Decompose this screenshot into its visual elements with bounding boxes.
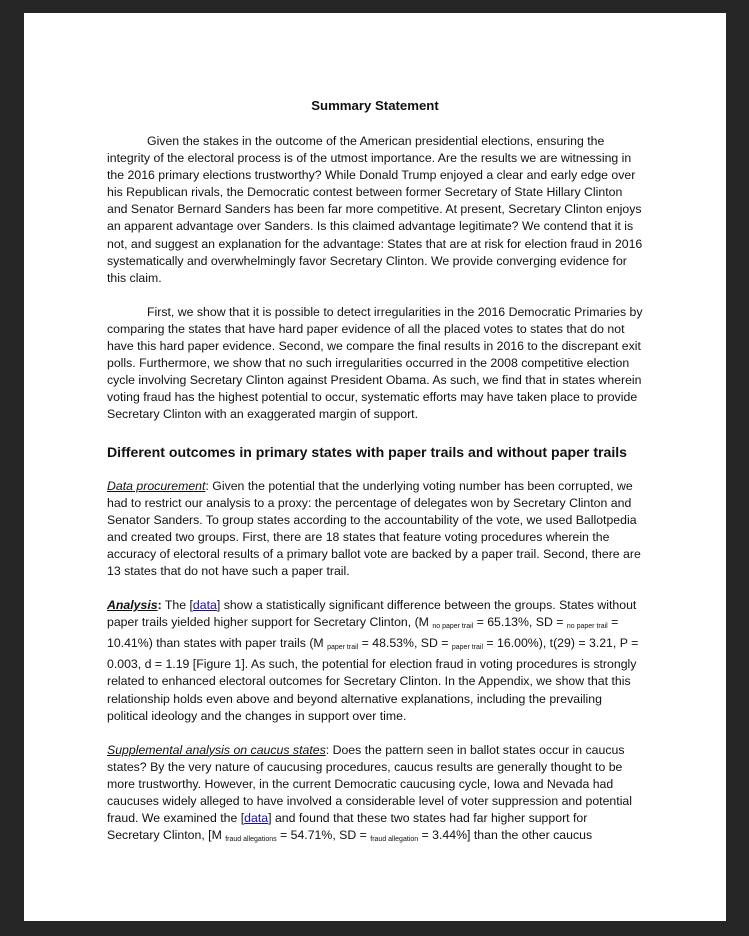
subscript: no paper trail <box>432 623 474 631</box>
document-page <box>24 13 726 921</box>
analysis-colon: : <box>157 598 162 613</box>
analysis-paragraph <box>107 597 643 725</box>
analysis-text: The [ <box>161 598 193 613</box>
intro-paragraph-1: Given the stakes in the outcome of the American presidential elections, ensuring the integrity of the electoral process is of the utmost importance. Are the results we are witnessing in the 2016 primary elections trustworthy? While Donald Trump enjoyed a clear and early edge over his Republican rivals, the Democratic contest between former Secretary of State Hillary Clinton and Senator Bernard Sanders has been far more competitive. At present, Secretary Clinton enjoys an apparent advantage over Sanders. Is this claimed advantage legitimate? We contend that it is not, and suggest an explanation for the advantage: States that are at risk for election fraud in 2016 systematically and overwhelmingly favor Secretary Clinton. We provide converging evidence for this claim. <box>107 134 643 285</box>
subscript: fraud allegations <box>225 836 277 844</box>
subscript: no paper trail <box>566 623 608 631</box>
analysis-text: = 65.13%, SD = <box>473 615 567 630</box>
caucus-colon: : <box>325 742 330 757</box>
caucus-data-link[interactable]: data <box>244 811 269 826</box>
analysis-text: = 10.41%) than states with paper trails (M <box>107 615 619 651</box>
intro-paragraph-2: First, we show that it is possible to detect irregularities in the 2016 Democratic Primaries by comparing the states that have hard paper evidence of all the placed votes to states that do not have this hard paper evidence. Second, we compare the final results in 2016 to the discrepant exit polls. Furthermore, we show that no such irregularities occurred in the 2008 competitive election cycle involving Secretary Clinton against President Obama. As such, we find that in states wherein voting fraud has the highest potential to occur, systematic efforts may have taken place to provide Secretary Clinton with an exaggerated margin of support. <box>107 304 643 422</box>
caucus-text: = 3.44%] than the other caucus <box>418 828 593 843</box>
caucus-lead: Supplemental analysis on caucus states <box>107 742 326 757</box>
subscript: paper trail <box>327 644 359 652</box>
document-body <box>107 97 643 848</box>
section-heading: Different outcomes in primary states with paper trails and without paper trails <box>107 443 628 460</box>
subscript: paper trail <box>451 644 484 652</box>
analysis-data-link[interactable]: data <box>192 598 217 613</box>
analysis-text: = 16.00%), t(29) = 3.21, P = 0.003, d = 1.19 [Figure 1]. As such, the potential for election fraud in voting procedures is strongly related to enhanced electoral outcomes for Secretary Clinton. In the Appendix, we show that this relationship holds even above and beyond alternative explanations, including the prevailing political ideology and the changes in support over time. <box>107 636 639 723</box>
data-procurement-paragraph <box>107 478 643 581</box>
data-procurement-lead: Data procurement <box>107 478 206 493</box>
analysis-text: ] show a statistically significant difference between the groups. States without paper trails yielded higher support for Secretary Clinton, (M <box>107 598 637 630</box>
subscript: fraud allegation <box>370 836 419 844</box>
caucus-text: ] and found that these two states had far higher support for Secretary Clinton, [M <box>107 811 588 843</box>
analysis-text: = 48.53%, SD = <box>358 636 452 651</box>
caucus-paragraph <box>107 742 643 849</box>
page-title: Summary Statement <box>311 98 439 113</box>
caucus-text: Does the pattern seen in ballot states occur in caucus states? By the very nature of caucusing procedures, caucus results are generally thought to be more trustworthy. However, in the current Democratic caucusing cycle, Iowa and Nevada had caucuses widely alleged to have involved a considerable level of voter suppression and potential fraud. We examined the [ <box>107 742 632 826</box>
data-procurement-colon: : <box>205 478 209 493</box>
caucus-text: = 54.71%, SD = <box>276 828 371 843</box>
analysis-lead: Analysis <box>107 598 158 613</box>
data-procurement-text: Given the potential that the underlying voting number has been corrupted, we had to restrict our analysis to a proxy: the percentage of delegates won by Secretary Clinton and Senator Sanders. To group states according to the accountability of the vote, we used Ballotpedia and created two groups. First, there are 18 states that feature voting procedures wherein the accuracy of electoral results of a primary ballot vote are backed by a paper trail. Second, there are 13 states that do not have such a paper trail. <box>107 478 641 578</box>
